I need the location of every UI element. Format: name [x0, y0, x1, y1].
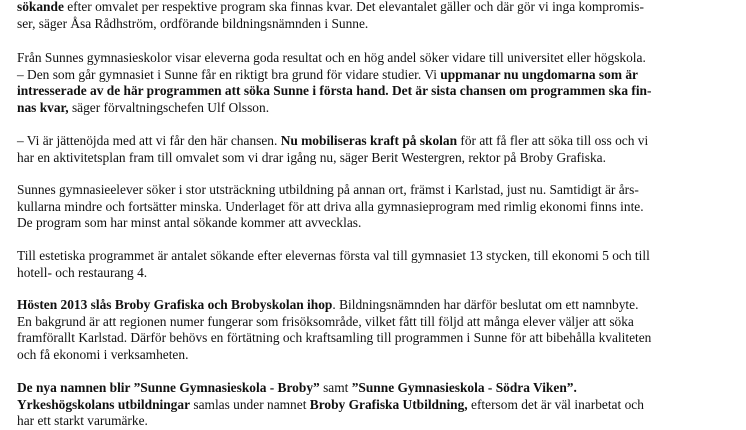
- bold-text-run: Nu mobiliseras kraft på skolan: [280, 133, 458, 148]
- paragraph-student-decline: [17, 182, 729, 232]
- text-line: [17, 297, 729, 314]
- text-run: framförallt Karlstad. Därför behövs en förtätning och kraftsamling till programmen i Sunne för att bibehålla kvaliteten: [17, 330, 652, 346]
- bold-text-run: Yrkeshögskolans utbildningar: [17, 396, 191, 412]
- text-run: har en aktivitetsplan fram till omvalet som vi drar igång nu, säger Berit Westergren, rektor på Broby Grafiska.: [17, 149, 606, 165]
- text-run: De program som har minst antal sökande kommer att avvecklas.: [17, 215, 362, 231]
- text-run: Från Sunnes gymnasieskolor visar eleverna goda resultat och en hög andel söker vidare till universitet eller högskola.: [17, 50, 646, 65]
- paragraph-study-results: [17, 50, 729, 116]
- text-line: [17, 50, 729, 67]
- bold-text-run: ”Sunne Gymnasieskola - Södra Viken”.: [351, 380, 577, 395]
- text-run: har ett starkt varumärke.: [17, 413, 148, 429]
- paragraph-quote-radhstrom: [17, 0, 729, 32]
- text-run: Sunnes gymnasieelever söker i stor utsträckning utbildning på annan ort, främst i Karlstad, just nu. Samtidigt är års-: [17, 182, 639, 197]
- text-run: ser, säger Åsa Rådhström, ordförande bildningsnämnden i Sunne.: [17, 15, 369, 31]
- paragraph-applicant-numbers: [17, 248, 729, 281]
- text-run: säger förvaltningschefen Ulf Olsson.: [68, 99, 270, 115]
- paragraph-school-merger: [17, 297, 729, 363]
- bold-text-run: uppmanar nu ungdomarna som är: [440, 66, 638, 82]
- text-line: [17, 100, 729, 117]
- text-run: och få ekonomi i verksamheten.: [17, 346, 189, 362]
- text-run: – Vi är jättenöjda med att vi får den här chansen.: [17, 133, 281, 148]
- bold-text-run: Hösten 2013 slås Broby Grafiska och Brobyskolan ihop: [17, 297, 333, 312]
- bold-text-run: nas kvar,: [17, 99, 69, 115]
- bold-text-run: Broby Grafiska Utbildning,: [309, 396, 468, 412]
- text-run: efter omvalet per respektive program ska finnas kvar. Det elevantalet gäller och där gör vi inga kompromis-: [63, 0, 644, 14]
- text-line: [17, 397, 729, 414]
- text-run: – Den som går gymnasiet i Sunne får en riktigt bra grund för vidare studier. Vi: [17, 66, 441, 82]
- paragraph-new-names: [17, 380, 729, 430]
- text-line: [17, 83, 729, 100]
- text-line: [17, 199, 729, 216]
- text-run: kullarna mindre och fortsätter minska. Underlaget för att driva alla gymnasieprogram med rimlig ekonomi finns inte.: [17, 198, 644, 214]
- text-run: samlas under namnet: [190, 396, 310, 412]
- text-line: [17, 347, 729, 364]
- text-run: eftersom det är väl inarbetat och: [467, 396, 644, 412]
- text-line: [17, 182, 729, 199]
- text-line: [17, 150, 729, 167]
- text-line: [17, 265, 729, 282]
- text-line: [17, 215, 729, 232]
- text-line: [17, 380, 729, 397]
- text-line: [17, 16, 729, 33]
- text-run: . Bildningsnämnden har därför beslutat om ett namnbyte.: [332, 297, 639, 312]
- text-run: för att få fler att söka till oss och vi: [457, 133, 649, 148]
- text-line: [17, 67, 729, 84]
- text-line: [17, 0, 729, 16]
- text-line: [17, 413, 729, 430]
- bold-text-run: sökande: [17, 0, 64, 14]
- text-run: hotell- och restaurang 4.: [17, 264, 148, 280]
- bold-text-run: intresserade av de här programmen att söka Sunne i första hand. Det är sista chansen om programmen ska fin-: [17, 83, 652, 99]
- text-line: [17, 314, 729, 331]
- paragraph-quote-westergren: [17, 133, 729, 166]
- text-line: [17, 133, 729, 150]
- text-run: samt: [319, 380, 352, 395]
- text-line: [17, 248, 729, 265]
- text-run: Till estetiska programmet är antalet sökande efter elevernas första val till gymnasiet 13 stycken, till ekonomi 5 och till: [17, 248, 650, 263]
- text-run: En bakgrund är att regionen numer fungerar som frisöksområde, vilket fått till följd att många elever väljer att söka: [17, 313, 634, 329]
- text-line: [17, 330, 729, 347]
- bold-text-run: De nya namnen blir ”Sunne Gymnasieskola - Broby”: [17, 380, 320, 395]
